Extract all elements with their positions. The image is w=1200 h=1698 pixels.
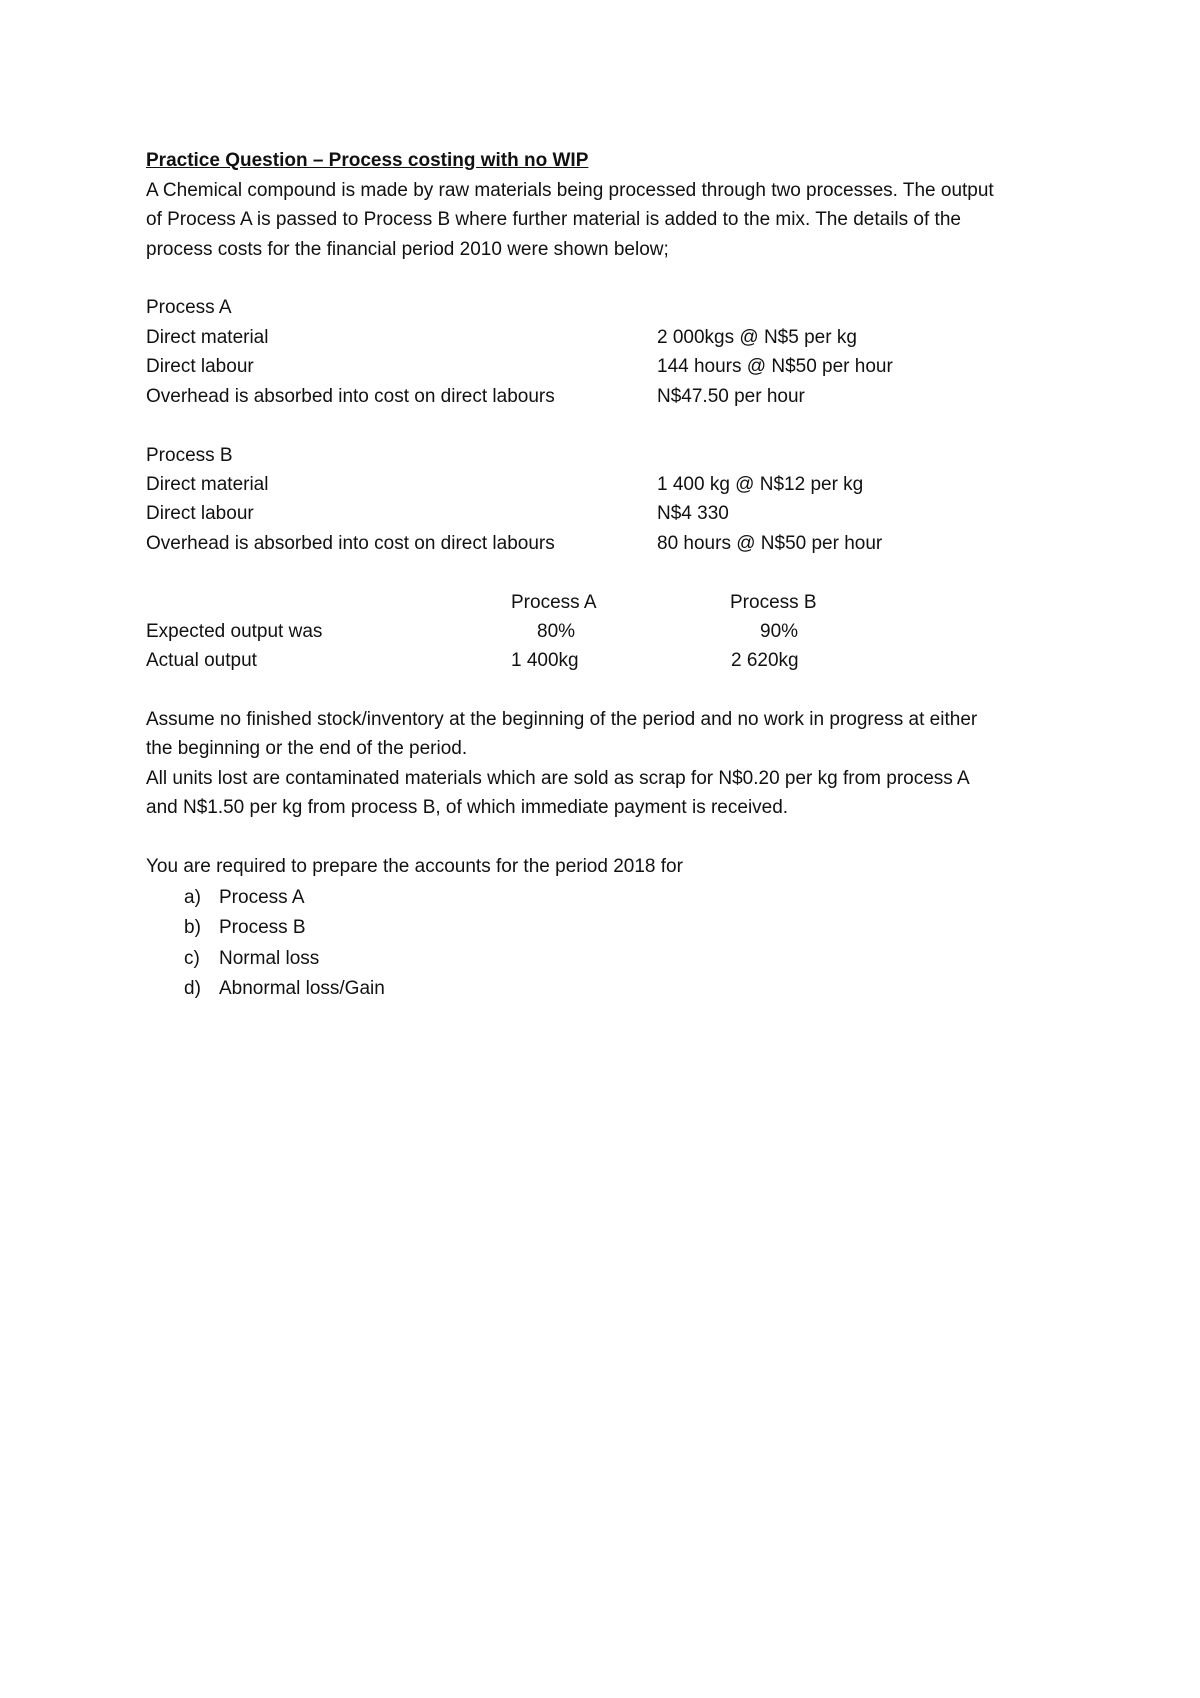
list-item-text: Process B (219, 917, 306, 938)
output-header-process-a: Process A (511, 592, 597, 613)
process-b-heading: Process B (146, 445, 233, 466)
required-intro: You are required to prepare the accounts for the period 2018 for (146, 856, 683, 877)
process-b-row-label: Overhead is absorbed into cost on direct labours (146, 533, 555, 554)
output-cell-b: 2 620kg (731, 650, 799, 671)
process-a-row-value: N$47.50 per hour (657, 386, 805, 407)
list-item-text: Abnormal loss/Gain (219, 978, 385, 999)
assumption-line-1: Assume no finished stock/inventory at the beginning of the period and no work in progress at either (146, 709, 978, 730)
list-marker: d) (184, 978, 201, 999)
output-row-label: Expected output was (146, 621, 323, 642)
output-cell-a: 80% (537, 621, 576, 642)
process-b-row-value: 1 400 kg @ N$12 per kg (657, 474, 864, 495)
intro-line-3: process costs for the financial period 2010 were shown below; (146, 239, 669, 260)
list-item-text: Process A (219, 887, 305, 908)
process-b-row-label: Direct material (146, 474, 269, 495)
process-a-row-value: 144 hours @ N$50 per hour (657, 356, 893, 377)
intro-line-1: A Chemical compound is made by raw materials being processed through two processes. The output (146, 180, 994, 201)
intro-line-2: of Process A is passed to Process B where further material is added to the mix. The details of the (146, 209, 961, 230)
assumption-line-4: and N$1.50 per kg from process B, of which immediate payment is received. (146, 797, 789, 818)
list-item-text: Normal loss (219, 948, 320, 969)
process-a-row-label: Direct material (146, 327, 269, 348)
page-title: Practice Question – Process costing with no WIP (146, 150, 589, 171)
process-a-row-value: 2 000kgs @ N$5 per kg (657, 327, 857, 348)
list-marker: a) (184, 887, 201, 908)
assumption-line-3: All units lost are contaminated materials which are sold as scrap for N$0.20 per kg from process A (146, 768, 970, 789)
output-header-process-b: Process B (730, 592, 817, 613)
process-b-row-value: N$4 330 (657, 503, 729, 524)
output-cell-a: 1 400kg (511, 650, 579, 671)
output-cell-b: 90% (760, 621, 799, 642)
output-row-label: Actual output (146, 650, 257, 671)
process-b-row-label: Direct labour (146, 503, 254, 524)
process-a-row-label: Direct labour (146, 356, 254, 377)
process-b-row-value: 80 hours @ N$50 per hour (657, 533, 883, 554)
process-a-heading: Process A (146, 297, 232, 318)
list-marker: c) (184, 948, 200, 969)
list-marker: b) (184, 917, 201, 938)
assumption-line-2: the beginning or the end of the period. (146, 738, 468, 759)
process-a-row-label: Overhead is absorbed into cost on direct labours (146, 386, 555, 407)
